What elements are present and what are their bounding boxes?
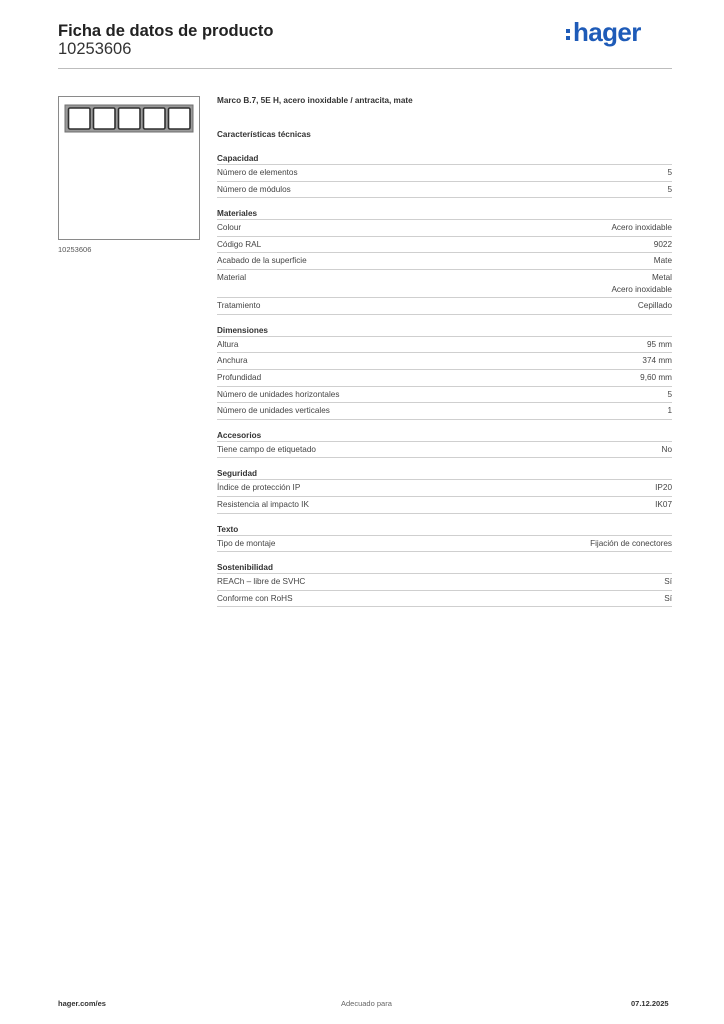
spec-value-line: No bbox=[661, 444, 672, 454]
spec-label: Código RAL bbox=[217, 239, 262, 249]
spec-row bbox=[217, 387, 672, 404]
spec-label: Número de elementos bbox=[217, 168, 298, 177]
spec-row bbox=[217, 237, 672, 254]
spec-value bbox=[664, 576, 672, 588]
product-name: Marco B.7, 5E H, acero inoxidable / antracita, mate bbox=[217, 96, 413, 105]
frame-cell bbox=[169, 108, 191, 129]
spec-value bbox=[655, 482, 672, 494]
switch-frame-icon bbox=[61, 99, 197, 139]
spec-label: Tiene campo de etiquetado bbox=[217, 444, 316, 454]
spec-section bbox=[217, 151, 672, 198]
spec-value-line: 1 bbox=[667, 406, 672, 416]
footer-center-text: Adecuado para bbox=[341, 999, 392, 1008]
hager-logo bbox=[566, 14, 641, 50]
spec-value bbox=[655, 499, 672, 511]
spec-label: Número de módulos bbox=[217, 184, 291, 194]
spec-section bbox=[217, 428, 672, 459]
spec-value bbox=[654, 255, 672, 267]
spec-value-line: Acero inoxidable bbox=[611, 284, 672, 294]
spec-row bbox=[217, 353, 672, 370]
spec-row bbox=[217, 536, 672, 553]
spec-row bbox=[217, 574, 672, 591]
spec-table bbox=[217, 151, 672, 615]
spec-value bbox=[662, 444, 672, 456]
section-title: Dimensiones bbox=[217, 323, 672, 337]
spec-label: Índice de protección IP bbox=[217, 483, 301, 493]
spec-value bbox=[611, 222, 672, 234]
spec-value-line: 9022 bbox=[653, 239, 672, 249]
frame-cell bbox=[69, 108, 91, 129]
section-title: Capacidad bbox=[217, 151, 672, 165]
frame-cell bbox=[144, 108, 166, 129]
spec-section bbox=[217, 206, 672, 315]
spec-label: Anchura bbox=[217, 356, 248, 366]
spec-section bbox=[217, 560, 672, 607]
tech-heading: Características técnicas bbox=[217, 130, 311, 139]
spec-section bbox=[217, 323, 672, 420]
logo-colon-icon bbox=[566, 29, 570, 40]
page-title: Ficha de datos de producto bbox=[58, 22, 274, 40]
footer-date: 07.12.2025 bbox=[631, 999, 669, 1008]
spec-row bbox=[217, 182, 672, 199]
spec-label: Material bbox=[217, 272, 247, 282]
spec-value-line: Metal bbox=[651, 272, 672, 282]
spec-value-line: 5 bbox=[667, 184, 672, 194]
spec-section bbox=[217, 466, 672, 513]
spec-section bbox=[217, 522, 672, 553]
spec-row bbox=[217, 370, 672, 387]
spec-value bbox=[667, 167, 672, 179]
spec-row bbox=[217, 337, 672, 354]
section-title: Materiales bbox=[217, 206, 672, 220]
spec-value-line: IP20 bbox=[655, 483, 672, 493]
spec-value-line: Sí bbox=[664, 593, 672, 603]
spec-value bbox=[640, 372, 672, 384]
spec-row bbox=[217, 480, 672, 497]
spec-label: Número de unidades horizontales bbox=[217, 389, 340, 399]
spec-value-line: Mate bbox=[653, 256, 672, 266]
spec-value bbox=[667, 184, 672, 196]
spec-row bbox=[217, 270, 672, 298]
section-title: Seguridad bbox=[217, 466, 672, 480]
spec-label: REACh – libre de SVHC bbox=[217, 577, 306, 587]
spec-label: Profundidad bbox=[217, 372, 262, 382]
spec-row bbox=[217, 442, 672, 459]
spec-row bbox=[217, 165, 672, 182]
section-title: Sostenibilidad bbox=[217, 560, 672, 574]
spec-row bbox=[217, 591, 672, 608]
spec-value bbox=[654, 239, 672, 251]
spec-value bbox=[667, 405, 672, 417]
spec-label: Tipo de montaje bbox=[217, 538, 276, 548]
product-code: 10253606 bbox=[58, 40, 132, 58]
spec-value bbox=[642, 355, 672, 367]
header-divider bbox=[58, 68, 672, 69]
logo-wordmark: hager bbox=[573, 16, 641, 47]
spec-row bbox=[217, 497, 672, 514]
spec-value-line: Fijación de conectores bbox=[590, 538, 672, 548]
spec-value bbox=[638, 300, 672, 312]
spec-value bbox=[667, 389, 672, 401]
spec-row bbox=[217, 220, 672, 237]
spec-value-line: 5 bbox=[667, 389, 672, 399]
spec-label: Conforme con RoHS bbox=[217, 593, 293, 603]
spec-value-line: 9,60 mm bbox=[640, 372, 672, 382]
spec-value-line: Cepillado bbox=[637, 301, 672, 311]
spec-row bbox=[217, 298, 672, 315]
spec-label: Altura bbox=[217, 339, 239, 349]
spec-value-line: IK07 bbox=[655, 499, 672, 509]
spec-label: Tratamiento bbox=[217, 301, 261, 311]
spec-row bbox=[217, 253, 672, 270]
spec-value bbox=[664, 593, 672, 605]
frame-cell bbox=[119, 108, 141, 129]
spec-value bbox=[647, 339, 672, 351]
spec-value-line: 95 mm bbox=[646, 339, 672, 349]
spec-label: Acabado de la superficie bbox=[217, 256, 307, 266]
spec-row bbox=[217, 403, 672, 420]
footer-website[interactable]: hager.com/es bbox=[58, 999, 106, 1008]
spec-value-line: Acero inoxidable bbox=[611, 223, 672, 233]
spec-value bbox=[590, 538, 672, 550]
frame-cell bbox=[94, 108, 116, 129]
section-title: Accesorios bbox=[217, 428, 672, 442]
spec-label: Resistencia al impacto IK bbox=[217, 499, 309, 509]
spec-value bbox=[611, 272, 672, 295]
spec-value-line: 374 mm bbox=[642, 356, 672, 366]
spec-value-line: 5 bbox=[667, 168, 672, 177]
image-caption: 10253606 bbox=[58, 245, 92, 254]
spec-label: Colour bbox=[217, 223, 242, 233]
product-image bbox=[58, 96, 200, 240]
spec-label: Número de unidades verticales bbox=[217, 406, 330, 416]
spec-value-line: Sí bbox=[664, 577, 672, 587]
section-title: Texto bbox=[217, 522, 672, 536]
